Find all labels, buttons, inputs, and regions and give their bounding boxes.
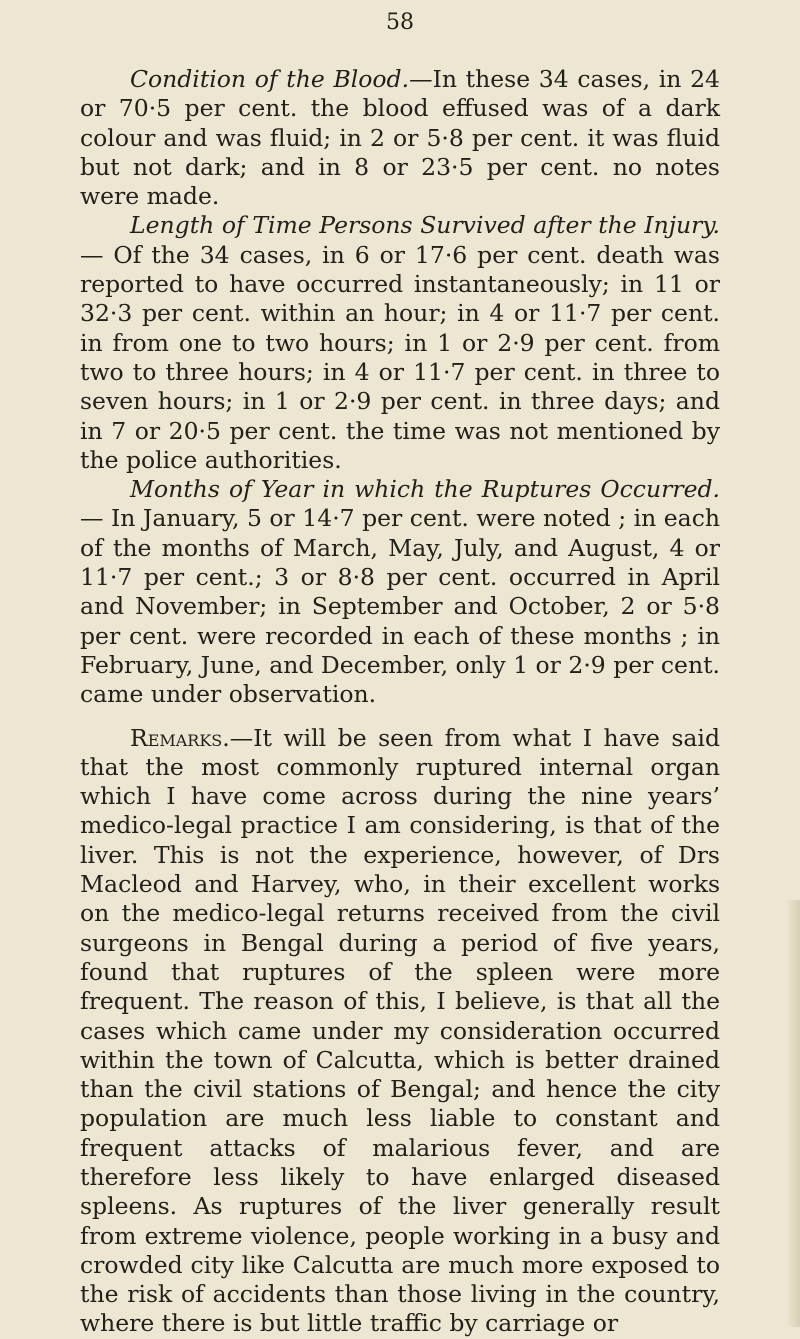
paragraph-body: —It will be seen from what I have said that the most commonly ruptured internal organ which I have come across during the nine years’ medico-legal practice I am considering, is that of the liver. This is not the experience, however, of Drs Macleod and Harvey, who, in their excellent works on the medico-legal returns received from the civil surgeons in Bengal during a period of five years, found that ruptures of the spleen were more frequent. The reason of this, I believe, is that all the cases which came under my consideration occurred within the town of Calcutta, which is better drained than the civil stations of Bengal; and hence the city population are much less liable to constant and frequent attacks of malarious fever, and are therefore less likely to have enlarged diseased spleens. As ruptures of the liver generally result from extreme violence, people working in a busy and crowded city like Calcutta are much more exposed to the risk of accidents than those living in the country, where there is but little traffic by carriage or [80, 723, 720, 1338]
paragraph-body: — Of the 34 cases, in 6 or 17·6 per cent. death was reported to have occurred instantaneously; in 11 or 32·3 per cent. within an hour; in 4 or 11·7 per cent. in from one to two hours; in 1 or 2·9 per cent. from two to three hours; in 4 or 11·7 per cent. in three to seven hours; in 1 or 2·9 per cent. in three days; and in 7 or 20·5 per cent. the time was not mentioned by the police authorities. [80, 240, 720, 474]
paragraph-remarks [80, 724, 720, 1339]
paragraph-heading: Length of Time Persons Survived after the Injury. [130, 211, 720, 240]
page-edge-shadow [786, 900, 800, 1327]
paragraph-months-of-year [80, 475, 720, 709]
paragraph-body: —In these 34 cases, in 24 or 70·5 per cent. the blood effused was of a dark colour and was fluid; in 2 or 5·8 per cent. it was fluid but not dark; and in 8 or 23·5 per cent. no notes were made. [80, 65, 720, 211]
paragraph-body: — In January, 5 or 14·7 per cent. were noted ; in each of the months of March, May, July, and August, 4 or 11·7 per cent.; 3 or 8·8 per cent. occurred in April and November; in September and October, 2 or 5·8 per cent. were recorded in each of these months ; in February, June, and December, only 1 or 2·9 per cent. came under observation. [80, 504, 720, 709]
paragraph-heading: Remarks. [130, 723, 230, 752]
body-text [80, 65, 720, 1339]
page-number: 58 [386, 10, 414, 35]
paragraph-condition-of-blood [80, 65, 720, 211]
paragraph-length-of-time [80, 211, 720, 475]
paragraph-heading: Condition of the Blood. [130, 65, 410, 93]
paragraph-heading: Months of Year in which the Ruptures Occurred. [130, 475, 720, 504]
